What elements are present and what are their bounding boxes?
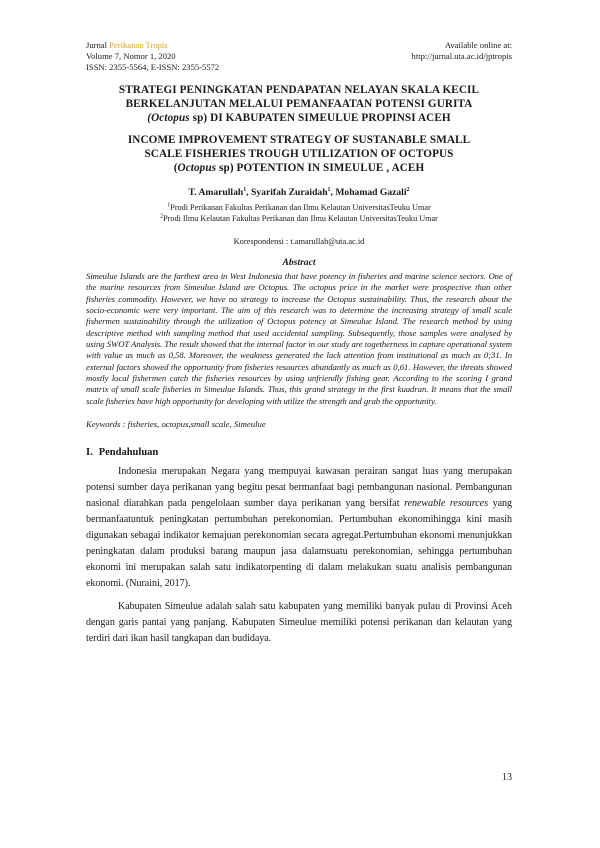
- section-heading: [86, 446, 512, 459]
- author-2: , Syarifah Zuraidah: [246, 187, 328, 198]
- journal-name: [86, 40, 219, 51]
- section-number: I.: [86, 447, 93, 459]
- author-3: , Mohamad Gazali: [330, 187, 407, 198]
- title-id-line3: [86, 111, 512, 125]
- affiliation-2-marker: 2: [160, 213, 164, 220]
- abstract-body: Simeulue Islands are the farthest area in West Indonesia that have potency in fisheries and marine science sectors. One of the marine resources from Simeulue Island are Octopus. The octopus price in the market were prospective than other fisheries commodity. However, we have no strategy to increase the Octopus sustainability. Thus, the research about the socio-economic were very important. The aim of this research was to determine the increasing strategy of small scale fishermen sustainability through the utilization of Octopus potency at Simeulue Island. The research method by using descriptive method with sampling method that used accidental sampling. Subsequently, those samples were analysed by using SWOT Analysis. The result showed that the internal factor in our study are togetherness in capture operational system with value as much as 0,58. Moreover, the weakness generated the lack attention from institutional as much as 0;31. In external factors showed the opportunity from fisheries resources abundantly as much as 0,61. However, the threats showed mostly local fishermen catch the fisheries resources by using unfriendly fishing gear. According to the scoring I grand matrix of small scale fisheries in Simeulue Islands. Thus, this grand strategy in the first kuadran. It means that the small scale fisheries have high opportunity for developing with utilize the strength and grab the opportunity.: [86, 271, 512, 406]
- journal-volume: Volume 7, Nomor 1, 2020: [86, 51, 176, 61]
- author-1: T. Amarullah: [188, 187, 244, 198]
- paragraph-1-part1: Indonesia merupakan Negara yang mempuyai kawasan perairan sangat luas yang merupakan potensi sumber daya perikanan yang begitu pesat bermanfaat bagi pembangunan nasional. Pembangunan nasional diarahkan pada pengelolaan sumber daya perikanan yang bersifat: [86, 466, 512, 510]
- journal-header: [86, 0, 512, 73]
- title-en-line2: SCALE FISHERIES TROUGH UTILIZATION OF OCTOPUS: [144, 148, 454, 160]
- title-indonesian: [86, 83, 512, 125]
- journal-issn: ISSN: 2355-5564, E-ISSN: 2355-5572: [86, 62, 220, 72]
- title-en-line3-rest: sp) POTENTION IN SIMEULUE , ACEH: [216, 162, 425, 174]
- affiliation-2-text: Prodi Ilmu Kelautan Fakultas Perikanan dan Ilmu Kelautan UniversitasTeuku Umar: [163, 214, 438, 223]
- journal-name-accent: Perikanan Tropis: [109, 40, 168, 50]
- title-en-species: Octopus: [177, 162, 217, 174]
- author-1-affil: 1: [243, 186, 247, 193]
- paragraph-1-part2: yang bermanfaatuntuk peningkatan pertumbuhan perekonomian. Pertumbuhan ekonomihingga kini masih digunakan sebagai indikator kemajuan perekonomian secara agregat.Pertumbuhan ekonomi menunjukkan peningkatan dalam produksi barang maupun jasa dalamsuatu perekonomian, sehingga pertumbuhan ekonomi ini merupakan salah satu indikatorpenting di dalam melakukan suatu analisis pembangunan ekonomi. (Nuraini, 2017).: [86, 498, 512, 590]
- affiliation-1-marker: 1: [167, 202, 171, 209]
- journal-online: [412, 40, 512, 73]
- page-number: 13: [502, 772, 512, 783]
- affiliation-2: [86, 213, 512, 224]
- affiliations: [86, 202, 512, 224]
- correspondence: Korespondensi : t.amarullah@uta.ac.id: [233, 237, 365, 246]
- title-en-line1: INCOME IMPROVEMENT STRATEGY OF SUSTANABLE SMALL: [127, 134, 471, 146]
- journal-url[interactable]: http://jurnal.uta.ac.id/jptropis: [411, 51, 512, 61]
- title-en-line3: [86, 161, 512, 175]
- journal-info: [86, 40, 219, 73]
- author-3-affil: 2: [406, 186, 410, 193]
- author-2-affil: 1: [327, 186, 331, 193]
- affiliation-1-text: Prodi Perikanan Fakultas Perikanan dan Ilmu Kelautan UniversitasTeuku Umar: [170, 203, 431, 212]
- author-list: [86, 187, 512, 199]
- abstract-heading: Abstract: [282, 257, 316, 268]
- title-en-paren: (: [173, 162, 178, 174]
- title-english: [86, 133, 512, 175]
- title-id-line2: BERKELANJUTAN MELALUI PEMANFAATAN POTENSI GURITA: [125, 98, 473, 110]
- journal-name-prefix: Jurnal: [86, 40, 110, 50]
- paragraph-1: [86, 464, 512, 592]
- paragraph-1-italic: renewable resources: [404, 498, 488, 510]
- paragraph-2: Kabupaten Simeulue adalah salah satu kabupaten yang memiliki banyak pulau di Provinsi Aceh dengan garis pantai yang panjang. Kabupaten Simeulue memiliki potensi perikanan dan kelautan yang terdiri dari ikan hasil tangkapan dan budidaya.: [86, 601, 512, 645]
- keywords: Keywords : fisheries, octopus,small scale, Simeulue: [86, 419, 266, 430]
- available-label: Available online at:: [444, 40, 512, 50]
- title-id-line3-rest: sp) DI KABUPATEN SIMEULUE PROPINSI ACEH: [189, 112, 451, 124]
- title-id-line1: STRATEGI PENINGKATAN PENDAPATAN NELAYAN SKALA KECIL: [118, 84, 480, 96]
- affiliation-1: [86, 202, 512, 213]
- title-id-species: (Octopus: [147, 112, 190, 124]
- section-title: Pendahuluan: [98, 447, 159, 459]
